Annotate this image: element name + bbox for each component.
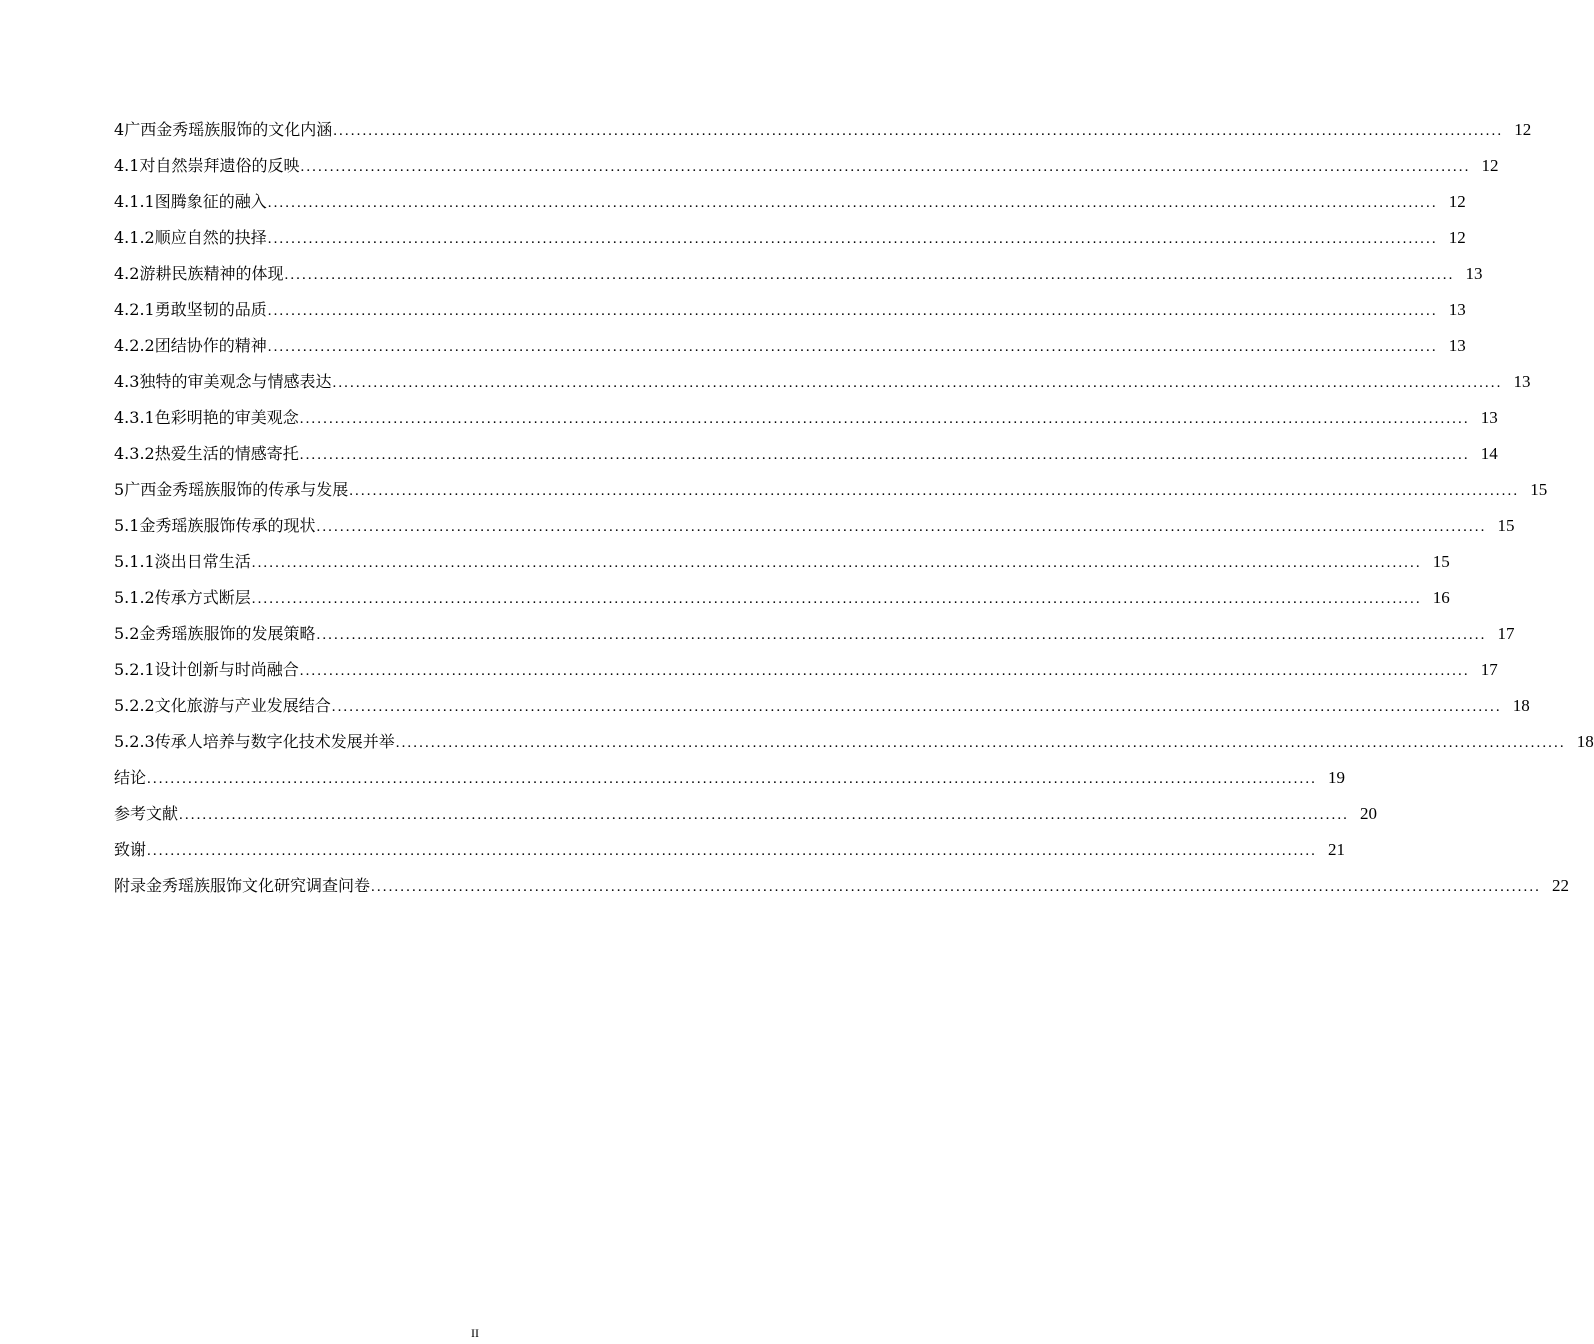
dot-leader: ........................................................................................................................................................................................................ [332,375,1503,391]
toc-entry-page: 13 [1513,372,1531,391]
toc-entry-title: 独特的审美观念与情感表达 [139,372,332,391]
toc-entry-number: 5.2.3 [114,732,155,751]
toc-entry-title: 广西金秀瑶族服饰的文化内涵 [124,120,333,139]
toc-entry[interactable] [114,688,1530,724]
dot-leader: ........................................................................................................................................................................................................ [147,843,1318,859]
toc-entry-page: 19 [1328,768,1346,787]
toc-entry-number: 致 [114,840,131,859]
dot-leader: ........................................................................................................................................................................................................ [299,663,1470,679]
toc-entry-page: 13 [1465,264,1483,283]
toc-entry-title: 谢 [130,840,147,859]
dot-leader: ........................................................................................................................................................................................................ [251,591,1422,607]
toc-entry-title: 图腾象征的融入 [154,192,267,211]
toc-entry-title: 广西金秀瑶族服饰的传承与发展 [124,480,349,499]
toc-entry-page: 12 [1514,120,1532,139]
toc-entry-title: 游耕民族精神的体现 [139,264,284,283]
toc-entry[interactable] [114,400,1498,436]
dot-leader: ........................................................................................................................................................................................................ [267,303,1438,319]
dot-leader: ........................................................................................................................................................................................................ [300,159,1471,175]
toc-entry-page: 18 [1576,732,1594,751]
toc-entry-title: 参考文献 [114,804,179,823]
toc-entry-page: 18 [1512,696,1530,715]
toc-entry[interactable] [114,112,1532,148]
toc-entry[interactable] [114,580,1450,616]
dot-leader: ........................................................................................................................................................................................................ [316,519,1487,535]
toc-entry-number: 4.2.1 [114,300,155,319]
toc-entry-number: 5.2 [114,624,140,643]
toc-entry-title: 传承方式断层 [154,588,251,607]
toc-entry-title: 结论 [114,768,147,787]
toc-entry-title: 团结协作的精神 [154,336,267,355]
toc-entry-page: 17 [1480,660,1498,679]
toc-entry[interactable] [114,724,1594,760]
toc-entry-number: 4 [114,120,125,139]
toc-entry-page: 14 [1480,444,1498,463]
toc-entry[interactable] [114,328,1466,364]
toc-entry-number: 5.2.2 [114,696,155,715]
dot-leader: ........................................................................................................................................................................................................ [299,447,1470,463]
toc-entry-number: 5.1.2 [114,588,155,607]
toc-entry-title: 顺应自然的抉择 [154,228,267,247]
dot-leader: ........................................................................................................................................................................................................ [371,879,1542,895]
toc-entry-page: 15 [1432,552,1450,571]
toc-entry-page: 15 [1497,516,1515,535]
toc-entry[interactable] [114,796,1378,832]
dot-leader: ........................................................................................................................................................................................................ [284,267,1455,283]
dot-leader: ........................................................................................................................................................................................................ [349,483,1520,499]
toc-entry-number: 4.1.2 [114,228,155,247]
toc-entry-page: 20 [1360,804,1378,823]
toc-entry[interactable] [114,508,1515,544]
toc-entry-page: 15 [1530,480,1548,499]
page-footer-number: II [471,1326,479,1340]
toc-entry-number: 5.1.1 [114,552,155,571]
toc-entry-title: 金秀瑶族服饰文化研究调查问卷 [146,876,371,895]
dot-leader: ........................................................................................................................................................................................................ [267,231,1438,247]
toc-entry-number: 4.3 [114,372,140,391]
toc-entry[interactable] [114,148,1499,184]
toc-entry[interactable] [114,652,1498,688]
toc-entry-page: 13 [1480,408,1498,427]
toc-entry[interactable] [114,256,1483,292]
toc-entry[interactable] [114,760,1346,796]
toc-entry-title: 传承人培养与数字化技术发展并举 [154,732,395,751]
toc-entry-page: 13 [1448,300,1466,319]
toc-entry-title: 设计创新与时尚融合 [154,660,299,679]
toc-entry[interactable] [114,544,1450,580]
toc-entry-number: 4.3.2 [114,444,155,463]
toc-entry-title: 文化旅游与产业发展结合 [154,696,331,715]
toc-entry-page: 13 [1448,336,1466,355]
dot-leader: ........................................................................................................................................................................................................ [333,123,1504,139]
dot-leader: ........................................................................................................................................................................................................ [267,339,1438,355]
toc-entry-number: 5 [114,480,125,499]
toc-entry-number: 5.2.1 [114,660,155,679]
toc-entry[interactable] [114,616,1515,652]
toc-entry-title: 金秀瑶族服饰的发展策略 [139,624,316,643]
table-of-contents [114,112,1594,904]
toc-entry-page: 17 [1497,624,1515,643]
toc-entry[interactable] [114,364,1531,400]
toc-entry-title: 淡出日常生活 [154,552,251,571]
toc-entry-number: 5.1 [114,516,140,535]
dot-leader: ........................................................................................................................................................................................................ [316,627,1487,643]
dot-leader: ........................................................................................................................................................................................................ [267,195,1438,211]
toc-entry-page: 12 [1448,192,1466,211]
toc-entry-number: 4.2 [114,264,140,283]
toc-entry[interactable] [114,832,1346,868]
toc-entry-page: 12 [1448,228,1466,247]
toc-entry[interactable] [114,472,1548,508]
toc-entry-title: 热爱生活的情感寄托 [154,444,299,463]
dot-leader: ........................................................................................................................................................................................................ [147,771,1318,787]
toc-entry-number: 4.1 [114,156,140,175]
toc-entry-number: 附录 [114,876,147,895]
dot-leader: ........................................................................................................................................................................................................ [395,735,1566,751]
toc-entry-title: 勇敢坚韧的品质 [154,300,267,319]
dot-leader: ........................................................................................................................................................................................................ [331,699,1502,715]
toc-entry[interactable] [114,220,1466,256]
toc-entry[interactable] [114,436,1498,472]
toc-entry-number: 4.3.1 [114,408,155,427]
toc-entry-number: 4.1.1 [114,192,155,211]
dot-leader: ........................................................................................................................................................................................................ [251,555,1422,571]
toc-entry[interactable] [114,868,1570,904]
toc-entry-number: 4.2.2 [114,336,155,355]
toc-entry-page: 16 [1432,588,1450,607]
toc-entry-title: 金秀瑶族服饰传承的现状 [139,516,316,535]
toc-entry-page: 21 [1328,840,1346,859]
toc-entry[interactable] [114,292,1466,328]
toc-entry[interactable] [114,184,1466,220]
dot-leader: ........................................................................................................................................................................................................ [299,411,1470,427]
toc-entry-page: 22 [1552,876,1570,895]
toc-entry-title: 对自然崇拜遗俗的反映 [139,156,300,175]
dot-leader: ........................................................................................................................................................................................................ [179,807,1350,823]
toc-entry-page: 12 [1481,156,1499,175]
toc-entry-title: 色彩明艳的审美观念 [154,408,299,427]
